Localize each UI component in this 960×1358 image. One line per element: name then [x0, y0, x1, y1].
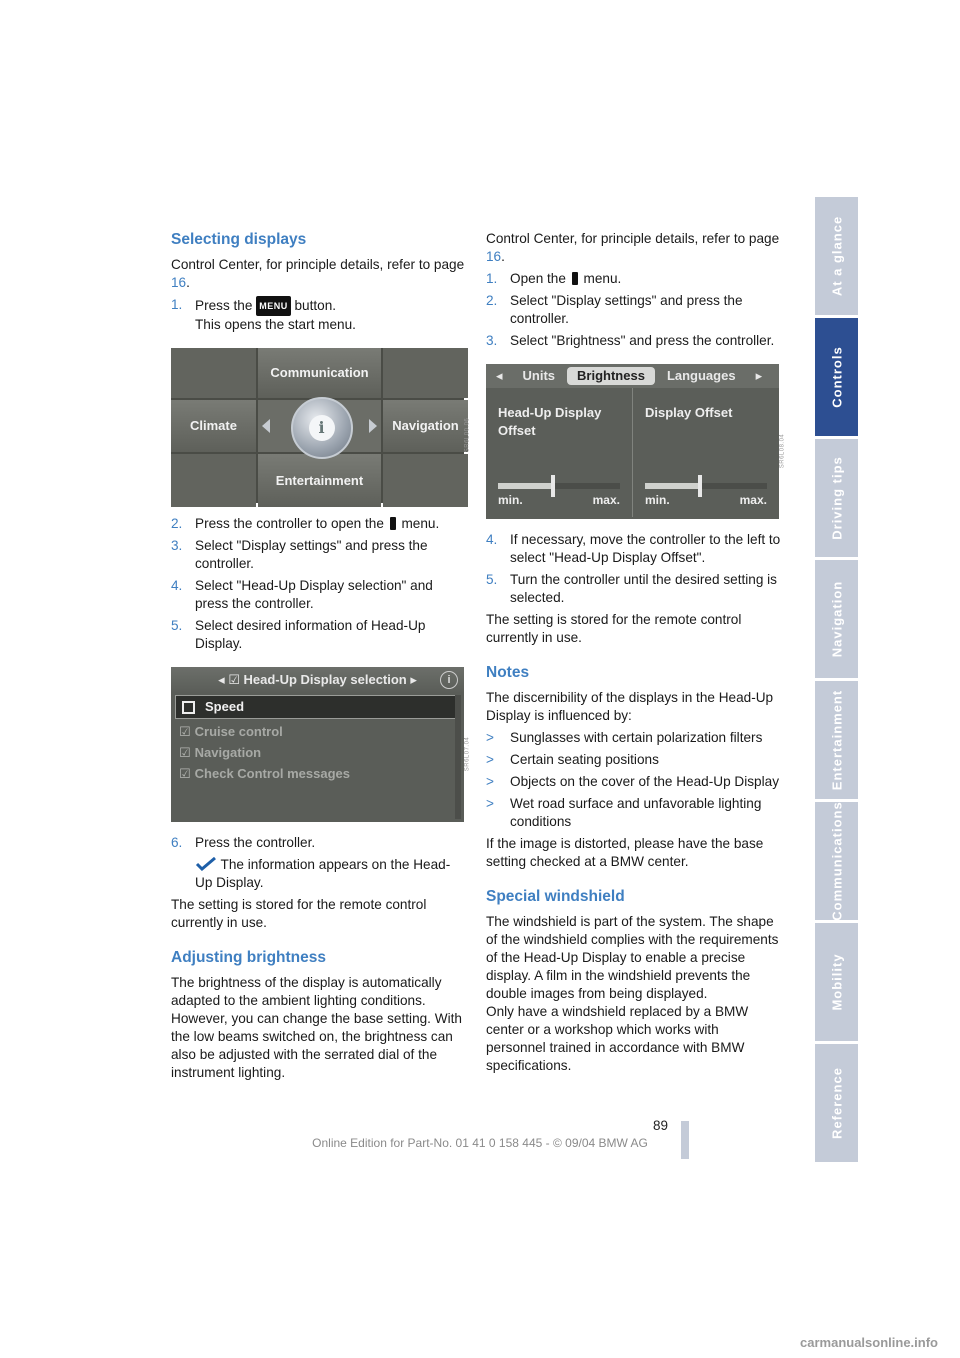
check-icon: ☑ — [179, 724, 191, 739]
intro-paragraph: Control Center, for principle details, refer to page 16. — [486, 231, 780, 264]
watermark: carmanualsonline.info — [800, 1335, 938, 1350]
step-4: 4. Select "Head-Up Display selection" and press the controller. — [171, 578, 433, 611]
check-icon: ☑ — [179, 766, 191, 781]
pane-title: Head-Up Display Offset — [498, 405, 602, 438]
tab-reference[interactable]: Reference — [815, 1044, 858, 1162]
tab-entertainment[interactable]: Entertainment — [815, 681, 858, 799]
hud-option: ☑ Navigation — [179, 745, 262, 760]
heading-notes: Notes — [486, 664, 530, 681]
step-5: 5. Turn the controller until the desired setting is selected. — [486, 572, 777, 605]
brightness-tabs — [486, 364, 779, 388]
menu-climate: Climate — [171, 400, 256, 452]
hud-selection-screenshot — [171, 667, 471, 822]
display-offset-slider — [645, 483, 767, 489]
controller-knob — [258, 400, 381, 452]
info-menu-icon — [390, 517, 396, 530]
selected-box-icon — [182, 701, 195, 714]
check-icon: ☑ — [179, 745, 191, 760]
step-6: 6. Press the controller. — [171, 835, 316, 850]
windshield-paragraph-1: The windshield is part of the system. The shape of the windshield complies with the requirements of the Head-Up Display to enable a precise display. A film in the windshield prevents the double images from being displayed. — [486, 914, 779, 1001]
brightness-paragraph: The brightness of the display is automatically adapted to the ambient lighting conditions. However, you can change the base setting. With the low beams switched on, the brightness can also be adjusted with the serrated dial of the instrument lighting. — [171, 975, 462, 1080]
image-code: SR6L08.04 — [780, 433, 786, 468]
menu-navigation: Navigation — [383, 400, 468, 452]
pane-title: Display Offset — [645, 405, 733, 420]
menu-button-icon: MENU — [256, 296, 291, 316]
list-item: > Wet road surface and unfavorable lighting conditions — [486, 796, 762, 829]
menu-entertainment: Entertainment — [258, 454, 381, 507]
min-label: min. — [498, 493, 523, 507]
arrow-left-icon — [262, 419, 270, 433]
checkmark-icon: ◂ ☑ — [218, 672, 244, 687]
page-link[interactable]: 16 — [486, 249, 502, 264]
stored-note: The setting is stored for the remote control currently in use. — [486, 612, 742, 645]
info-icon: i — [309, 415, 335, 441]
tab-navigation[interactable]: Navigation — [815, 560, 858, 678]
tab-units: Units — [522, 368, 556, 383]
tab-at-a-glance[interactable]: At a glance — [815, 197, 858, 315]
intro-paragraph: Control Center, for principle details, refer to page 16. — [171, 257, 465, 290]
hud-option: ☑ Check Control messages — [179, 766, 350, 781]
windshield-paragraph-2: Only have a windshield replaced by a BMW center or a workshop which works with personnel trained in accordance with BMW specifications. — [486, 1004, 749, 1073]
list-item: > Objects on the cover of the Head-Up Display — [486, 774, 779, 789]
hud-option-selected: Speed — [175, 695, 460, 719]
arrow-right-icon — [369, 419, 377, 433]
tab-communications[interactable]: Communications — [815, 802, 858, 920]
left-column — [171, 230, 471, 1086]
tab-languages: Languages — [666, 368, 736, 383]
slider-fill — [498, 483, 553, 489]
step-3: 3. Select "Brightness" and press the controller. — [486, 333, 775, 348]
hud-offset-pane — [486, 388, 633, 517]
chapter-tabs — [815, 197, 858, 1165]
tab-controls[interactable]: Controls — [815, 318, 858, 436]
max-label: max. — [592, 493, 620, 507]
step-3: 3. Select "Display settings" and press the controller. — [171, 538, 428, 571]
display-offset-pane — [633, 388, 779, 517]
notes-intro: The discernibility of the displays in the Head-Up Display is influenced by: — [486, 690, 774, 723]
heading-adjusting-brightness: Adjusting brightness — [171, 949, 326, 966]
max-label: max. — [739, 493, 767, 507]
hud-option: ☑ Cruise control — [179, 724, 283, 739]
list-item: > Certain seating positions — [486, 752, 659, 767]
tab-next-icon: ▸ — [755, 368, 763, 383]
hud-title-bar: ◂ ☑ Head-Up Display selection ▸ i — [171, 667, 464, 693]
step-5: 5. Select desired information of Head-Up Display. — [171, 618, 426, 651]
distorted-note: If the image is distorted, please have the base setting checked at a BMW center. — [486, 836, 764, 869]
image-code: SR6L07.04 — [465, 736, 471, 771]
heading-special-windshield: Special windshield — [486, 888, 625, 905]
image-code: SR6L00.06 — [465, 417, 471, 452]
tab-brightness: Brightness — [567, 367, 655, 385]
right-column — [486, 230, 786, 1079]
slider-fill — [645, 483, 700, 489]
page-link[interactable]: 16 — [171, 275, 187, 290]
hud-offset-slider — [498, 483, 620, 489]
list-item: > Sunglasses with certain polarization filters — [486, 730, 763, 745]
heading-selecting-displays: Selecting displays — [171, 231, 307, 248]
page-number: 89 — [653, 1118, 669, 1133]
tab-driving-tips[interactable]: Driving tips — [815, 439, 858, 557]
footer: Online Edition for Part-No. 01 41 0 158 445 - © 09/04 BMW AG — [312, 1136, 648, 1150]
tab-mobility[interactable]: Mobility — [815, 923, 858, 1041]
hud-checkmark-icon — [195, 857, 217, 871]
step-4: 4. If necessary, move the controller to the left to select "Head-Up Display Offset". — [486, 532, 781, 565]
info-menu-icon — [572, 272, 578, 285]
min-label: min. — [645, 493, 670, 507]
start-menu-screenshot — [171, 348, 471, 503]
tab-prev-icon: ◂ — [496, 368, 503, 383]
stored-note: The setting is stored for the remote control currently in use. — [171, 897, 427, 930]
info-icon: i — [440, 671, 458, 689]
step-number: 1. — [171, 297, 183, 312]
brightness-screenshot — [486, 364, 786, 519]
step-1: 1. Open the menu. — [486, 271, 622, 286]
step-1: 1. Press the MENU button. This opens the start menu. — [171, 297, 356, 332]
step-2: 2. Press the controller to open the menu. — [171, 516, 440, 531]
step-2: 2. Select "Display settings" and press the controller. — [486, 293, 743, 326]
step-6-detail: The information appears on the Head-Up Display. — [195, 857, 451, 890]
menu-communication: Communication — [258, 348, 381, 398]
